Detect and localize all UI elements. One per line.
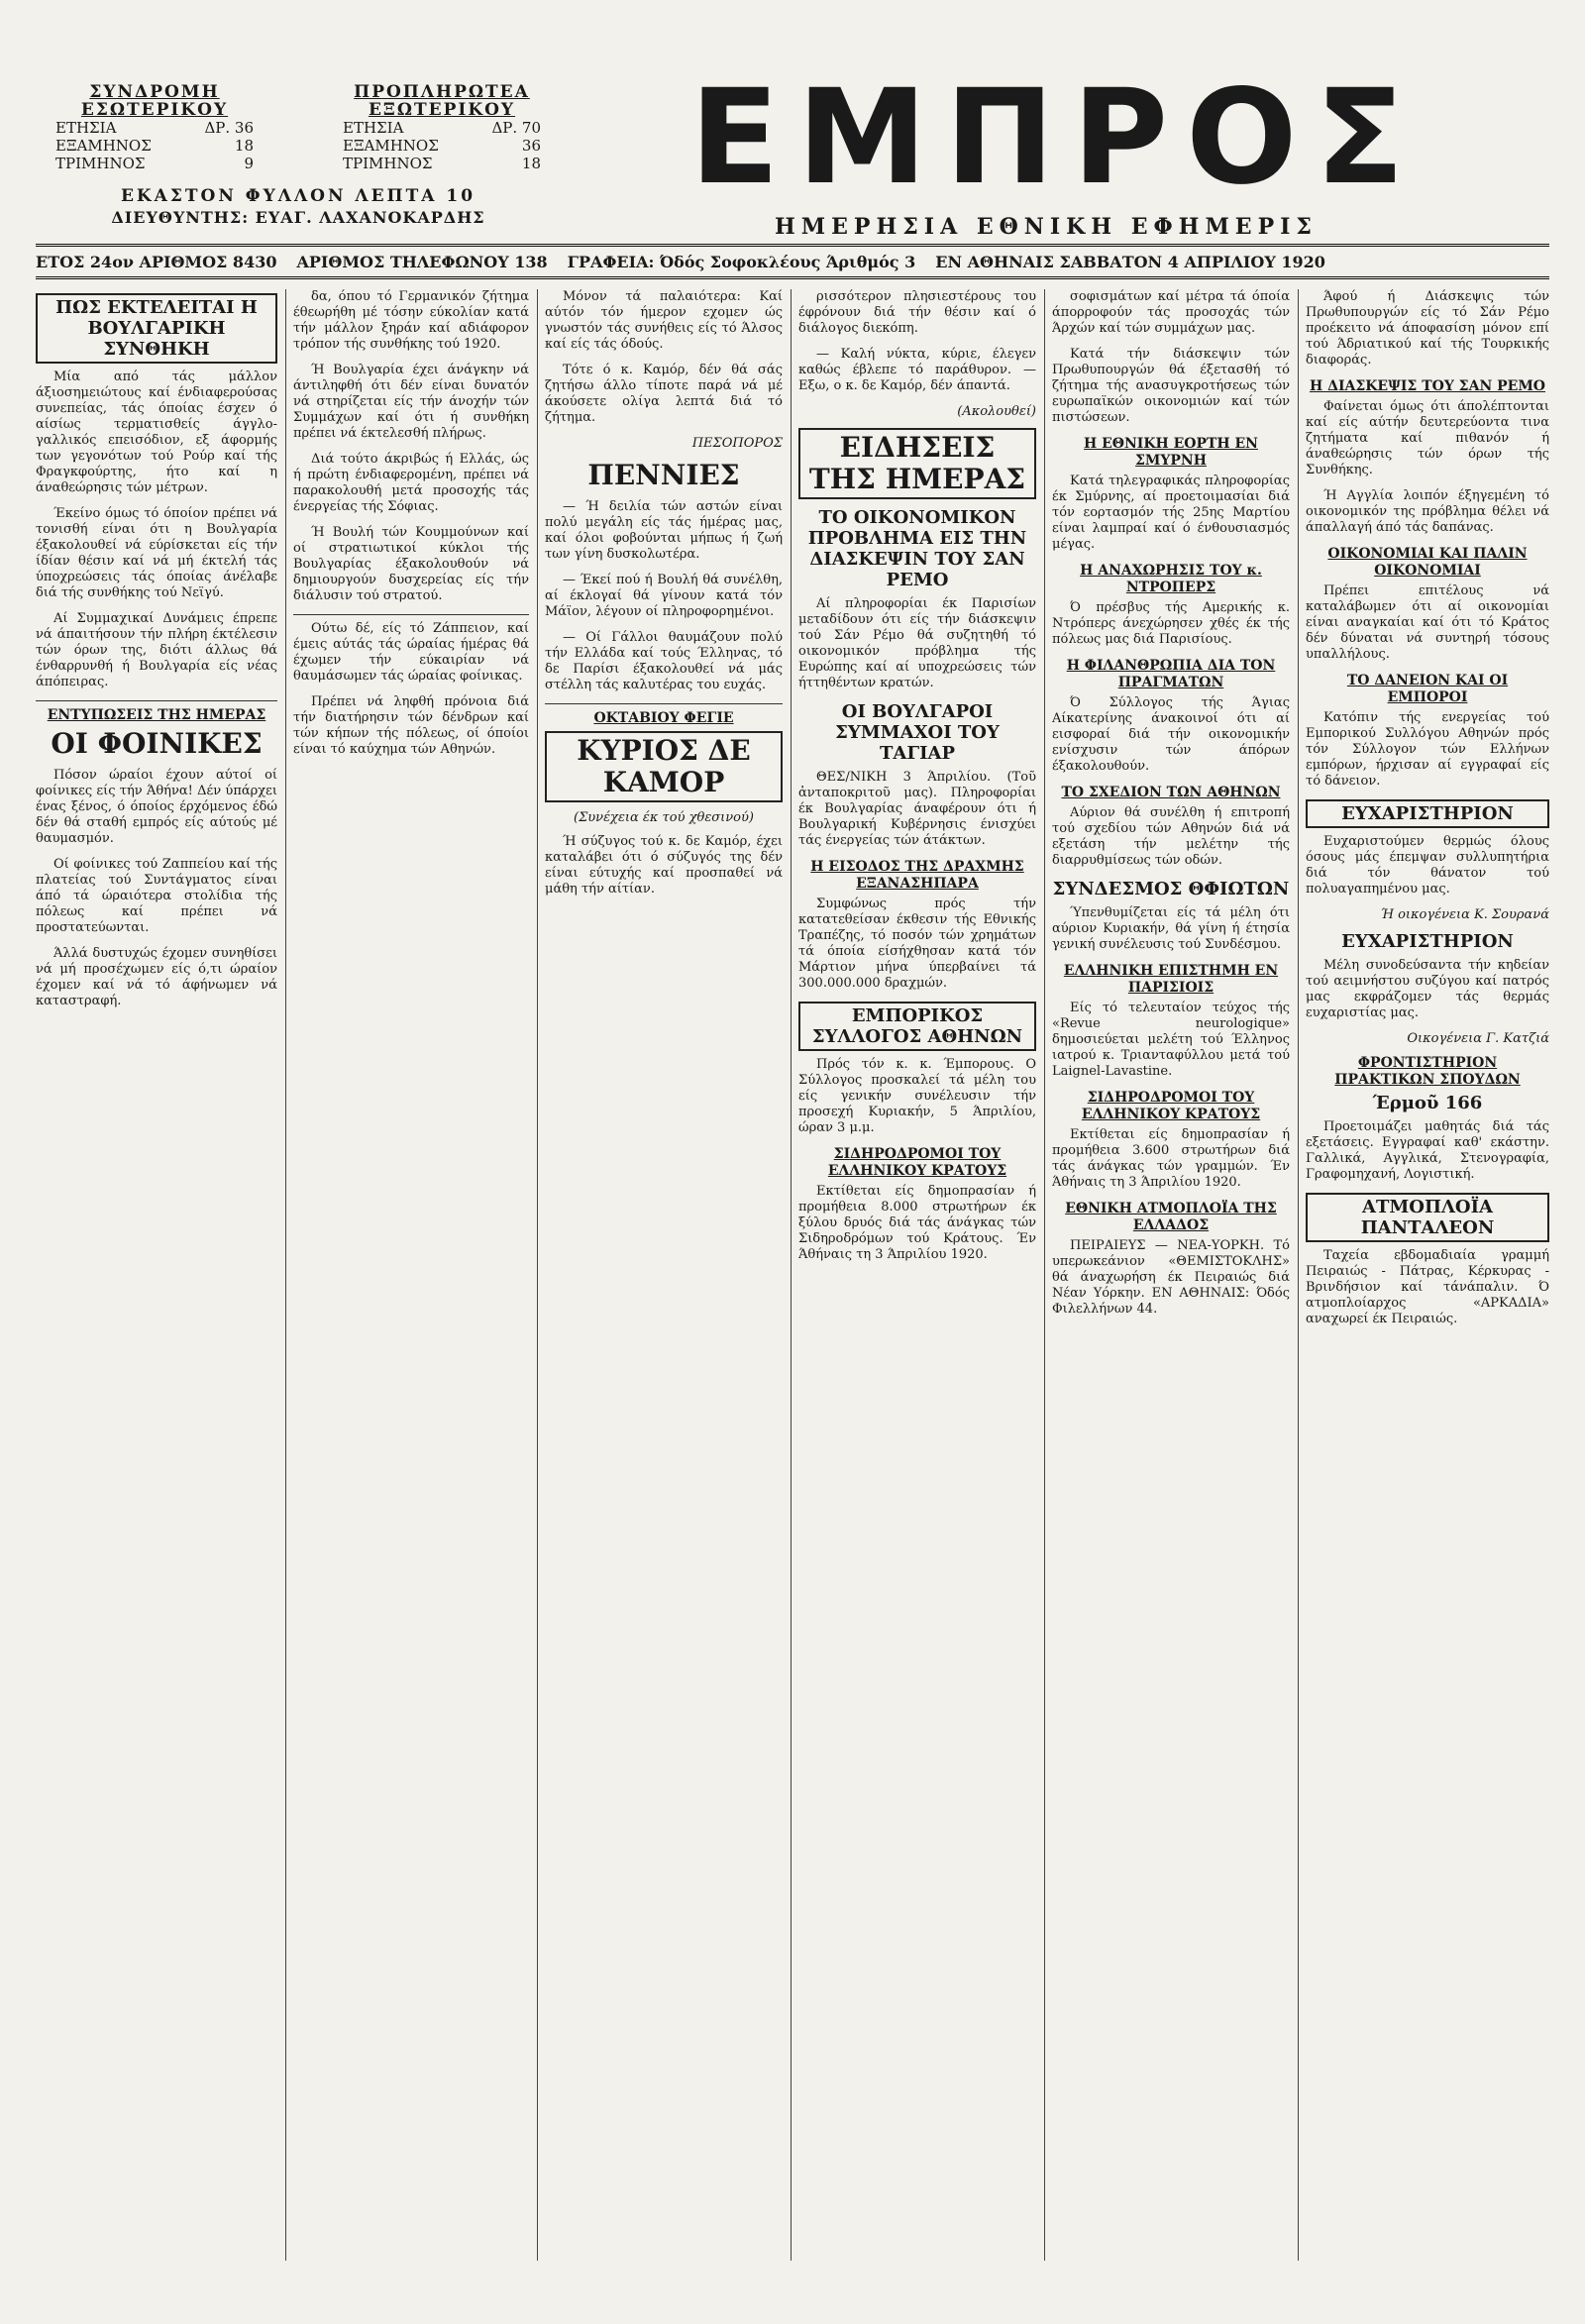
article-paragraph: Μόνον τά παλαιότερα: Καί αύτόν τόν ήμερον εχομεν ώς γνωστόν τάς συνήθεις είς τό Άλσος καί είς τάς όδούς. [545, 289, 783, 352]
divider [545, 703, 783, 704]
article-headline: ΣΙΔΗΡΟΔΡΟΜΟΙ ΤΟΥ ΕΛΛΗΝΙΚΟΥ ΚΡΑΤΟΥΣ [827, 1146, 1007, 1179]
column-6 [1306, 289, 1549, 2261]
director-line: ΔΙΕΥΘΥΝΤΗΣ: ΕΥΑΓ. ΛΑΧΑΝΟΚΑΡΔΗΣ [111, 208, 485, 227]
article-headline: ΚΥΡΙΟΣ ΔΕ ΚΑΜΟΡ [545, 731, 783, 802]
column-2 [293, 289, 529, 2261]
column-3 [545, 289, 783, 2261]
article-paragraph: Τότε ό κ. Καμόρ, δέν θά σάς ζητήσω άλλο τίποτε παρά νά μέ άκούσετε ολίγα λεπτά διά τό ζήτημα. [545, 363, 783, 425]
article-paragraph: Ούτω δέ, είς τό Ζάππειον, καί έμεις αύτάς τάς ώραίας ήμέρας θά έχωμεν τήν εύκαιρίαν νά θαυμάσωμεν τάς ώραίας φοίνικας. [293, 621, 529, 684]
article-paragraph: Ή Αγγλία λοιπόν έξηγεμένη τό οικονομικόν της πρόβλημα θέλει νά άπαλλαγή άπό τάς δαπάνας. [1306, 488, 1549, 535]
sub-row-price: 18 [234, 137, 254, 155]
ad-headline: ΦΡΟΝΤΙΣΤΗΡΙΟΝ ΠΡΑΚΤΙΚΩΝ ΣΠΟΥΔΩΝ [1334, 1055, 1521, 1088]
article-paragraph: Φαίνεται όμως ότι άπολέπτονται καί είς αύτήν δευτερεύοντα τινα ζητήματα καί πιθανόν ή άναθεώρησις τών όρων τής Συνθήκης. [1306, 399, 1549, 477]
sub-row-label: ΤΡΙΜΗΝΟΣ [55, 155, 146, 172]
subscription-foreign-title: ΠΡΟΠΛΗΡΩΤΕΑ ΕΞΩΤΕΡΙΚΟΥ [354, 82, 530, 120]
sub-row-label: ΕΤΗΣΙΑ [343, 119, 404, 137]
column-1 [36, 289, 277, 2261]
column-4 [798, 289, 1036, 2261]
column-rule [1044, 289, 1045, 2261]
column-rule [1298, 289, 1299, 2261]
article-paragraph: Άφού ή Διάσκεψις τών Πρωθυπουργών είς τό Σάν Ρέμο προέκειτο νά άποφασίση μόνον επί τού Άδριατικού καί τής Τουρκικής διαφοράς. [1306, 289, 1549, 368]
notice-signature: Ή οικογένεια Κ. Σουρανά [1380, 907, 1549, 922]
article-paragraph: Αί Συμμαχικαί Δυνάμεις έπρεπε νά άπαιτήσουν τήν πλήρη έκτέλεσιν τών όρων της, διότι άλλως θά ένθαρρυνθή ή Βουλγαρία είς νέας άπόπειρας. [36, 611, 277, 689]
article-paragraph: — Ή δειλία τών αστών είναι πολύ μεγάλη είς τάς ήμέρας μας, καί όλοι φοβούνται μήπως ή ζωή των γίνη δυσκολωτέρα. [545, 499, 783, 562]
masthead [36, 61, 1549, 271]
subscription-foreign [343, 83, 541, 172]
section-heading: ΕΝΤΥΠΩΣΕΙΣ ΤΗΣ ΗΜΕΡΑΣ [47, 707, 266, 723]
section-heading: ΟΚΤΑΒΙΟΥ ΦΕΓΙΕ [593, 710, 734, 726]
issue-info-bar [36, 244, 1549, 279]
article-headline: Η ΕΘΝΙΚΗ ΕΟΡΤΗ ΕΝ ΣΜΥΡΝΗ [1084, 436, 1258, 469]
notice-text: Ευχαριστούμεν θερμώς όλους όσους μάς έπεμψαν συλλυπητήρια διά τόν θάνατον τού πολυαγαπημένου μας. [1306, 834, 1549, 897]
article-headline: Η ΦΙΛΑΝΘΡΩΠΙΑ ΔΙΑ ΤΟΝ ΠΡΑΓΜΑΤΩΝ [1066, 658, 1276, 690]
article-paragraph: Αύριον θά συνέλθη ή επιτροπή τού σχεδίου τών Αθηνών διά νά εξετάση τήν μελέτην τής διαρρυθμίσεως τών οδών. [1052, 805, 1290, 868]
article-headline: ΕΛΛΗΝΙΚΗ ΕΠΙΣΤΗΜΗ ΕΝ ΠΑΡΙΣΙΟΙΣ [1063, 963, 1279, 996]
article-paragraph: Εκτίθεται είς δημοπρασίαν ή προμήθεια 3.600 στρωτήρων διά τάς άνάγκας τών γραμμών. Έν Άθήναις τη 3 Άπριλίου 1920. [1052, 1127, 1290, 1190]
sub-row-price: ΔΡ. 36 [204, 119, 254, 137]
divider [293, 614, 529, 615]
sub-row-label: ΕΞΑΜΗΝΟΣ [55, 137, 152, 155]
issue-phone: ΑΡΙΘΜΟΣ ΤΗΛΕΦΩΝΟΥ 138 [296, 252, 548, 271]
article-paragraph: ρισσότερον πλησιεστέρους του έφρόνουν διά τήν θέσιν καί ό διάλογος διεκόπη. [798, 289, 1036, 336]
sub-row-label: ΤΡΙΜΗΝΟΣ [343, 155, 433, 172]
article-headline: ΣΙΔΗΡΟΔΡΟΜΟΙ ΤΟΥ ΕΛΛΗΝΙΚΟΥ ΚΡΑΤΟΥΣ [1081, 1090, 1261, 1122]
issue-office: ΓΡΑΦΕΙΑ: Όδός Σοφοκλέους Άριθμός 3 [567, 252, 916, 271]
article-headline: ΕΜΠΟΡΙΚΟΣ ΣΥΛΛΟΓΟΣ ΑΘΗΝΩΝ [798, 1002, 1036, 1051]
divider [36, 700, 277, 701]
article-headline: ΟΙ ΒΟΥΛΓΑΡΟΙ ΣΥΜΜΑΧΟΙ ΤΟΥ ΤΑΓΙΑΡ [835, 701, 1000, 764]
article-headline: ΕΘΝΙΚΗ ΑΤΜΟΠΛΟΪΑ ΤΗΣ ΕΛΛΑΔΟΣ [1065, 1201, 1277, 1233]
article-paragraph: Πόσον ώραίοι έχουν αύτοί οί φοίνικες είς τήν Άθήνα! Δέν ύπάρχει ένας ξένος, ό όποίος έρχόμενος έδώ δέν θά σταθή εμπρός είς αύτούς μέ θαυμασμόν. [36, 768, 277, 846]
sub-row-price: 18 [521, 155, 541, 172]
notice-text: Μέλη συνοδεύσαντα τήν κηδείαν τού αειμνήστου συζύγου καί πατρός μας εκφράζομεν τάς θερμάς ευχαριστίας μας. [1306, 958, 1549, 1020]
article-paragraph: Αί πληροφορίαι έκ Παρισίων μεταδίδουν ότι είς τήν διάσκεψιν τού Σάν Ρέμο θά συζητηθή τό οικονομικόν πρόβλημα τής Ευρώπης καί αί υποχρεώσεις τών ήττηθέντων κρατών. [798, 596, 1036, 690]
article-paragraph: Ή σύζυγος τού κ. δε Καμόρ, έχει καταλάβει ότι ό σύζυγός της δέν είναι εύτυχής καί προσπαθεί νά μάθη τήν αίτίαν. [545, 834, 783, 897]
sub-row-label: ΕΤΗΣΙΑ [55, 119, 117, 137]
notice-headline: ΕΥΧΑΡΙΣΤΗΡΙΟΝ [1306, 799, 1549, 828]
subscription-domestic-title: ΣΥΝΔΡΟΜΗ ΕΣΩΤΕΡΙΚΟΥ [80, 82, 229, 120]
sub-row-price: 9 [244, 155, 254, 172]
article-paragraph: Άλλά δυστυχώς έχομεν συνηθίσει νά μή προσέχωμεν είς ό,τι ώραίον έχομεν καί νά τό άφήνωμεν νά καταστραφή. [36, 946, 277, 1008]
subscription-domestic [55, 83, 254, 172]
article-paragraph: Κατά τήν διάσκεψιν τών Πρωθυπουργών θά έξετασθή τό ζήτημα τής ανασυγκροτήσεως τών ευρωπαϊκών οικονομιών καί τών πιστώσεων. [1052, 347, 1290, 425]
article-paragraph: Κατά τηλεγραφικάς πληροφορίας έκ Σμύρνης, αί προετοιμασίαι διά τόν εορτασμόν τής 25ης Μαρτίου είναι λαμπραί καί ό ένθουσιασμός μέγας. [1052, 474, 1290, 552]
ad-address: Έρμοῦ 166 [1372, 1093, 1483, 1113]
article-paragraph: Ό Σύλλογος τής Άγιας Αίκατερίνης άνακοινοί ότι αί εισφοραί διά τήν οικονομικήν ενίσχυσιν τών άπόρων έξακολουθούν. [1052, 695, 1290, 774]
notice-signature: Οικογένεια Γ. Κατζιά [1407, 1031, 1549, 1046]
byline: ΠΕΣΟΠΟΡΟΣ [691, 436, 783, 451]
article-headline: ΟΙ ΦΟΙΝΙΚΕΣ [51, 727, 263, 760]
article-paragraph: — Έκεί πού ή Βουλή θά συνέλθη, αί έκλογαί θά γίνουν κατά τόν Μάϊον, λέγουν οί πληροφορημένοι. [545, 573, 783, 619]
article-paragraph: — Καλή νύκτα, κύριε, έλεγεν καθώς έβλεπε τό παράθυρον. — Εξω, ο κ. δε Καμόρ, δέν άπαντά. [798, 347, 1036, 393]
issue-year: ΕΤΟΣ 24ον ΑΡΙΘΜΟΣ 8430 [36, 252, 277, 271]
sub-row-label: ΕΞΑΜΗΝΟΣ [343, 137, 439, 155]
sub-row-price: ΔΡ. 70 [491, 119, 541, 137]
article-headline: ΤΟ ΟΙΚΟΝΟΜΙΚΟΝ ΠΡΟΒΛΗΜΑ ΕΙΣ ΤΗΝ ΔΙΑΣΚΕΨΙΝ ΤΟΥ ΣΑΝ ΡΕΜΟ [807, 507, 1027, 590]
ad-text: Ταχεία εβδομαδιαία γραμμή Πειραιώς - Πάτρας, Κέρκυρας - Βρινδήσιον καί τάνάπαλιν. Ό ατμοπλοίαρχος «ΑΡΚΑΔΙΑ» αναχωρεί έκ Πειραιώς. [1306, 1248, 1549, 1326]
continuation-note: (Ακολουθεί) [957, 404, 1036, 419]
newspaper-subtitle: ΗΜΕΡΗΣΙΑ ΕΘΝΙΚΗ ΕΦΗΜΕΡΙΣ [775, 214, 1318, 240]
article-headline: ΣΥΝΔΕΣΜΟΣ ΘΦΙΩΤΩΝ [1052, 879, 1290, 899]
article-paragraph: Ύπενθυμίζεται είς τά μέλη ότι αύριον Κυριακήν, θά γίνη ή έτησία γενική συνέλευσις τού Συνδέσμου. [1052, 905, 1290, 952]
notice-headline: ΕΥΧΑΡΙΣΤΗΡΙΟΝ [1341, 931, 1514, 952]
sub-row-price: 36 [521, 137, 541, 155]
newspaper-page [36, 61, 1549, 2298]
article-paragraph: Διά τούτο άκριβώς ή Ελλάς, ώς ή πρώτη ένδιαφερομένη, πρέπει νά παρακολουθή μετά προσοχής τάς ένεργείας τής Σόφιας. [293, 452, 529, 514]
column-5 [1052, 289, 1290, 2261]
column-rule [537, 289, 538, 2261]
newspaper-title: ΕΜΠΡΟΣ [689, 61, 1423, 214]
article-paragraph: Πρέπει επιτέλους νά καταλάβωμεν ότι αί οικονομίαι είναι αναγκαίαι καί ότι τό Κράτος δέν δύναται νά συντηρή τόσους υπαλλήλους. [1306, 583, 1549, 662]
article-paragraph: Ό πρέσβυς τής Αμερικής κ. Ντρόπερς άνεχώρησεν χθές έκ τής πόλεως μας διά Παρισίους. [1052, 600, 1290, 647]
article-paragraph: δα, όπου τό Γερμανικόν ζήτημα έθεωρήθη μέ τόσην εύκολίαν κατά τήν μάλλον ξηράν καί αδιάφορον τρόπον τής συνθήκης τού 1920. [293, 289, 529, 352]
article-paragraph: ΠΕΙΡΑΙΕΥΣ — ΝΕΑ-ΥΟΡΚΗ. Τό υπερωκεάνιον «ΘΕΜΙΣΤΟΚΛΗΣ» θά άναχωρήση έκ Πειραιώς διά Νέαν Υόρκην. ΕΝ ΑΘΗΝΑΙΣ: Όδός Φιλελλήνων 44. [1052, 1238, 1290, 1317]
article-paragraph: Ή Βουλγαρία έχει άνάγκην νά άντιληφθή ότι δέν είναι δυνατόν νά στηρίζεται είς τήν άνοχήν τών Συμμάχων καί ότι ή συνθήκη πρέπει νά έκτελεσθή πλήρως. [293, 363, 529, 441]
article-paragraph: Ή Βουλή τών Κουμμούνων καί οί στρατιωτικοί κύκλοι τής Βουλγαρίας έξακολουθούν νά δημιουργούν δυσχερείας είς τήν διάλυσιν τού στρατού. [293, 525, 529, 603]
article-headline: ΟΙΚΟΝΟΜΙΑΙ ΚΑΙ ΠΑΛΙΝ ΟΙΚΟΝΟΜΙΑΙ [1327, 546, 1528, 579]
section-banner: ΕΙΔΗΣΕΙΣ ΤΗΣ ΗΜΕΡΑΣ [798, 428, 1036, 499]
article-paragraph: Οί φοίνικες τού Ζαππείου καί τής πλατείας τού Συντάγματος είναι άπό τά ώραιότερα στολίδια τής πόλεως καί πρέπει νά προστατεύωνται. [36, 857, 277, 935]
column-rule [285, 289, 286, 2261]
article-headline: Η ΕΙΣΟΔΟΣ ΤΗΣ ΔΡΑΧΜΗΣ ΕΞΑΝΑΣΗΠΑΡΑ [810, 859, 1024, 892]
article-headline: Η ΑΝΑΧΩΡΗΣΙΣ ΤΟΥ κ. ΝΤΡΟΠΕΡΣ [1080, 563, 1262, 595]
ad-text: Προετοιμάζει μαθητάς διά τάς εξετάσεις. Εγγραφαί καθ' εκάστην. Γαλλικά, Αγγλικά, Στενογραφία, Γραφομηχανή, Λογιστική. [1306, 1119, 1549, 1182]
article-paragraph: — Οί Γάλλοι θαυμάζουν πολύ τήν Ελλάδα καί τούς Έλληνας, τό δε Παρίσι έξακολουθεί νά μάς στέλλη τάς καλυτέρας του ευχάς. [545, 630, 783, 692]
article-paragraph: Συμφώνως πρός τήν κατατεθείσαν έκθεσιν τής Εθνικής Τραπέζης, τό ποσόν τών χρημάτων τά όποία είσήχθησαν κατά τόν Μάρτιον μήνα ύπερβαίνει τά 300.000.000 δραχμών. [798, 897, 1036, 991]
article-paragraph: Πρός τόν κ. κ. Έμπορους. Ο Σύλλογος προσκαλεί τά μέλη του είς γενικήν συνέλευσιν τήν προσεχή Κυριακήν, 5 Άπριλίου, ώραν 3 μ.μ. [798, 1057, 1036, 1135]
article-paragraph: σοφισμάτων καί μέτρα τά όποία άπορροφούν τάς προσοχάς τών Άρχών καί τών συμμάχων μας. [1052, 289, 1290, 336]
article-headline: ΤΟ ΣΧΕΔΙΟΝ ΤΩΝ ΑΘΗΝΩΝ [1061, 785, 1281, 800]
article-paragraph: Εκτίθεται είς δημοπρασίαν ή προμήθεια 8.000 στρωτήρων έκ ξύλου δρυός διά τάς άνάγκας τών Σιδηροδρόμων τού Κράτους. Έν Άθήναις τη 3 Άπριλίου 1920. [798, 1184, 1036, 1262]
article-headline: ΤΟ ΔΑΝΕΙΟΝ ΚΑΙ ΟΙ ΕΜΠΟΡΟΙ [1346, 673, 1509, 705]
article-paragraph: Είς τό τελευταίον τεύχος τής «Revue neurologique» δημοσιεύεται μελέτη τού Έλληνος ιατρού κ. Τριανταφύλλου μετά τού Laignel-Lavastine. [1052, 1001, 1290, 1079]
article-headline: ΠΕΝΝΙΕΣ [587, 459, 740, 491]
issue-date: ΕΝ ΑΘΗΝΑΙΣ ΣΑΒΒΑΤΟΝ 4 ΑΠΡΙΛΙΟΥ 1920 [935, 252, 1325, 271]
article-headline: ΠΩΣ ΕΚΤΕΛΕΙΤΑΙ Η ΒΟΥΛΓΑΡΙΚΗ ΣΥΝΘΗΚΗ [36, 293, 277, 364]
ad-headline: ΑΤΜΟΠΛΟΪΑ ΠΑΝΤΑΛΕΟΝ [1306, 1193, 1549, 1242]
article-paragraph: Πρέπει νά ληφθή πρόνοια διά τήν διατήρησιν τών δένδρων καί τών κήπων τής πόλεως, οί όποίοι είναι τό καύχημα τών Αθηνών. [293, 694, 529, 757]
continuation-note: (Συνέχεια έκ τού χθεσινού) [574, 810, 754, 825]
column-rule [791, 289, 792, 2261]
article-paragraph: Μία από τάς μάλλον άξιοσημειώτους καί ένδιαφερούσας συνεπείας, τάς όποίας έσχεν ό αίσίως τερματισθείς άγγλο-γαλλικός επεισόδιον, εξ άφορμής των γεγονότων τού Ρούρ καί τής Φραγκφούρτης, ήτο καί η άναθεώρησις τών μέτρων. [36, 370, 277, 495]
article-headline: Η ΔΙΑΣΚΕΨΙΣ ΤΟΥ ΣΑΝ ΡΕΜΟ [1309, 378, 1546, 394]
edition-price: ΕΚΑΣΤΟΝ ΦΥΛΛΟΝ ΛΕΠΤΑ 10 [120, 186, 476, 206]
article-paragraph: Έκείνο όμως τό όποίον πρέπει νά τονισθή είναι ότι η Βουλγαρία έξακολουθεί νά εύρίσκεται είς τήν ίδίαν θέσιν καί νά μή έκτελή τάς ύποχρεώσεις τάς όποίας άνέλαβε διά τής συνθήκης τού Νεϊγύ. [36, 506, 277, 600]
article-paragraph: Κατόπιν τής ενεργείας τού Εμπορικού Συλλόγου Αθηνών πρός τόν Σύλλογον τών Ελλήνων εμπόρων, ήρχισαν αί εγγραφαί είς τό δάνειον. [1306, 710, 1549, 789]
article-paragraph: ΘΕΣ/ΝΙΚΗ 3 Άπριλίου. (Τοῦ ἀνταποκριτοῦ μας). Πληροφορίαι έκ Βουλγαρίας άναφέρουν ότι ή Βουλγαρική Κυβέρνησις ένισχύει τάς ένεργείας τών άτάκτων. [798, 770, 1036, 848]
